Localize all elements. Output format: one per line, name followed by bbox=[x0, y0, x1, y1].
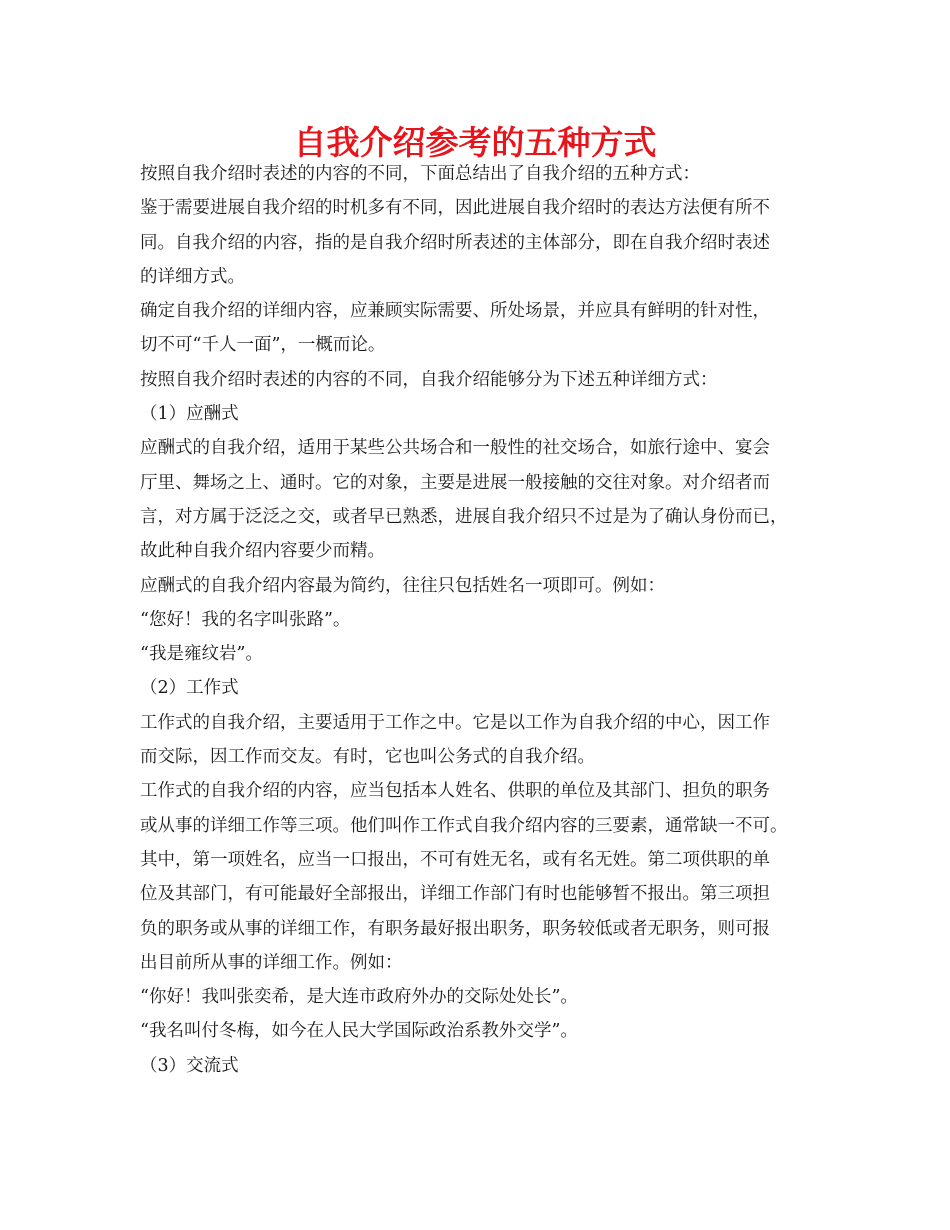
paragraph-line: 切不可“千人一面”，一概而论。 bbox=[140, 335, 386, 356]
paragraph-line: 按照自我介绍时表述的内容的不同，自我介绍能够分为下述五种详细方式： bbox=[140, 369, 718, 390]
example-quote: “我是雍纹岩”。 bbox=[140, 644, 263, 665]
paragraph-line: 工作式的自我介绍，主要适用于工作之中。它是以工作为自我介绍的中心，因工作 bbox=[140, 712, 770, 733]
document-body bbox=[140, 157, 820, 1083]
paragraph-line: 鉴于需要进展自我介绍的时机多有不同，因此进展自我介绍时的表达方法便有所不 bbox=[140, 198, 770, 219]
paragraph-line: 言，对方属于泛泛之交，或者早已熟悉，进展自我介绍只不过是为了确认身份而已， bbox=[140, 506, 788, 527]
section-heading: （2）工作式 bbox=[140, 678, 239, 699]
paragraph-line: 故此种自我介绍内容要少而精。 bbox=[140, 541, 385, 562]
paragraph-line: 其中，第一项姓名，应当一口报出，不可有姓无名，或有名无姓。第二项供职的单 bbox=[140, 849, 770, 870]
example-quote: “你好！我叫张奕希，是大连市政府外办的交际处处长”。 bbox=[140, 987, 578, 1008]
paragraph-line: 或从事的详细工作等三项。他们叫作工作式自我介绍内容的三要素，通常缺一不可。 bbox=[140, 815, 788, 836]
paragraph-line: 工作式的自我介绍的内容，应当包括本人姓名、供职的单位及其部门、担负的职务 bbox=[140, 781, 770, 802]
paragraph-line: 同。自我介绍的内容，指的是自我介绍时所表述的主体部分，即在自我介绍时表述 bbox=[140, 232, 770, 253]
section-heading: （1）应酬式 bbox=[140, 404, 239, 425]
paragraph-line: 的详细方式。 bbox=[140, 266, 245, 287]
paragraph-line: 应酬式的自我介绍，适用于某些公共场合和一般性的社交场合，如旅行途中、宴会 bbox=[140, 438, 770, 459]
paragraph-line: 出目前所从事的详细工作。例如： bbox=[140, 952, 403, 973]
section-heading: （3）交流式 bbox=[140, 1055, 239, 1076]
example-quote: “您好！我的名字叫张路”。 bbox=[140, 609, 351, 630]
paragraph-line: 位及其部门，有可能最好全部报出，详细工作部门有时也能够暂不报出。第三项担 bbox=[140, 884, 770, 905]
paragraph-line: 应酬式的自我介绍内容最为简约，往往只包括姓名一项即可。例如： bbox=[140, 575, 665, 596]
paragraph-line: 按照自我介绍时表述的内容的不同，下面总结出了自我介绍的五种方式： bbox=[140, 164, 700, 184]
document-title: 自我介绍参考的五种方式 bbox=[293, 123, 657, 162]
paragraph-line: 负的职务或从事的详细工作，有职务最好报出职务，职务较低或者无职务，则可报 bbox=[140, 918, 770, 939]
paragraph-line: 厅里、舞场之上、通时。它的对象，主要是进展一般接触的交往对象。对介绍者而 bbox=[140, 472, 770, 493]
paragraph-line: 确定自我介绍的详细内容，应兼顾实际需要、所处场景，并应具有鲜明的针对性， bbox=[140, 301, 770, 322]
example-quote: “我名叫付冬梅，如今在人民大学国际政治系教外交学”。 bbox=[140, 1021, 578, 1042]
paragraph-line: 而交际，因工作而交友。有时，它也叫公务式的自我介绍。 bbox=[140, 747, 595, 768]
